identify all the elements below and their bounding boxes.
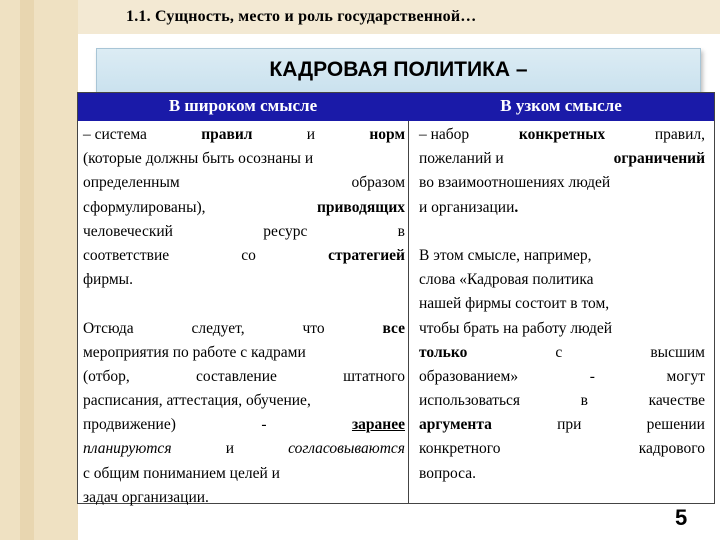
text-line: использоваться в качестве	[419, 392, 705, 410]
text-line: В этом смысле, например,	[419, 246, 592, 264]
heading-text: КАДРОВАЯ ПОЛИТИКА –	[269, 58, 528, 81]
definition-table	[77, 92, 715, 504]
text-line: (отбор, составление штатного	[83, 367, 405, 385]
text-line: вопроса.	[419, 464, 476, 482]
slide-title: 1.1. Сущность, место и роль государственной…	[126, 8, 477, 25]
text-line: (которые должны быть осознаны и	[83, 150, 314, 168]
text-line: планируются и согласовываются	[83, 440, 405, 458]
text-line: аргумента при решении	[419, 416, 705, 434]
text-line: продвижение) - заранее	[83, 416, 405, 434]
text-line: определенным образом	[83, 174, 405, 192]
text-line: соответствие со стратегией	[83, 246, 405, 264]
blank-line	[419, 220, 705, 244]
header-cell-broad	[78, 93, 408, 121]
header-broad-label: В широком смысле	[168, 96, 318, 115]
decorative-stripe	[0, 0, 78, 540]
header-narrow-label: В узком смысле	[500, 96, 622, 115]
text-line: расписания, аттестация, обучение,	[83, 392, 311, 410]
text-line: нашей фирмы состоит в том,	[419, 295, 610, 313]
text-line: фирмы.	[83, 271, 133, 289]
page-number: 5	[675, 505, 688, 530]
text-line: чтобы брать на работу людей	[419, 319, 613, 337]
text-line: во взаимоотношениях людей	[419, 174, 611, 192]
text-line: и организации.	[419, 198, 519, 216]
text-line: с общим пониманием целей и	[83, 464, 280, 482]
text-line: задач организации.	[83, 488, 209, 506]
text-line: сформулированы), приводящих	[83, 198, 405, 216]
narrow-meaning-text	[419, 123, 705, 486]
text-line: – набор конкретных правил,	[419, 126, 705, 143]
header-cell-narrow	[408, 93, 714, 121]
column-divider	[408, 121, 409, 503]
text-line: образованием» - могут	[419, 367, 705, 385]
text-line: Отсюда следует, что все	[83, 319, 405, 337]
heading-box	[96, 48, 701, 96]
text-line: – система правил и норм	[83, 126, 405, 143]
broad-meaning-text	[83, 123, 405, 510]
text-line: пожеланий и ограничений	[419, 150, 705, 168]
text-line: конкретного кадрового	[419, 440, 705, 458]
text-line: только с высшим	[419, 343, 705, 361]
text-line: слова «Кадровая политика	[419, 271, 594, 289]
text-line: мероприятия по работе с кадрами	[83, 343, 306, 361]
text-line: человеческий ресурс в	[83, 222, 405, 240]
blank-line	[83, 292, 405, 316]
table-header	[78, 93, 714, 121]
decorative-stripe-inner	[20, 0, 34, 540]
